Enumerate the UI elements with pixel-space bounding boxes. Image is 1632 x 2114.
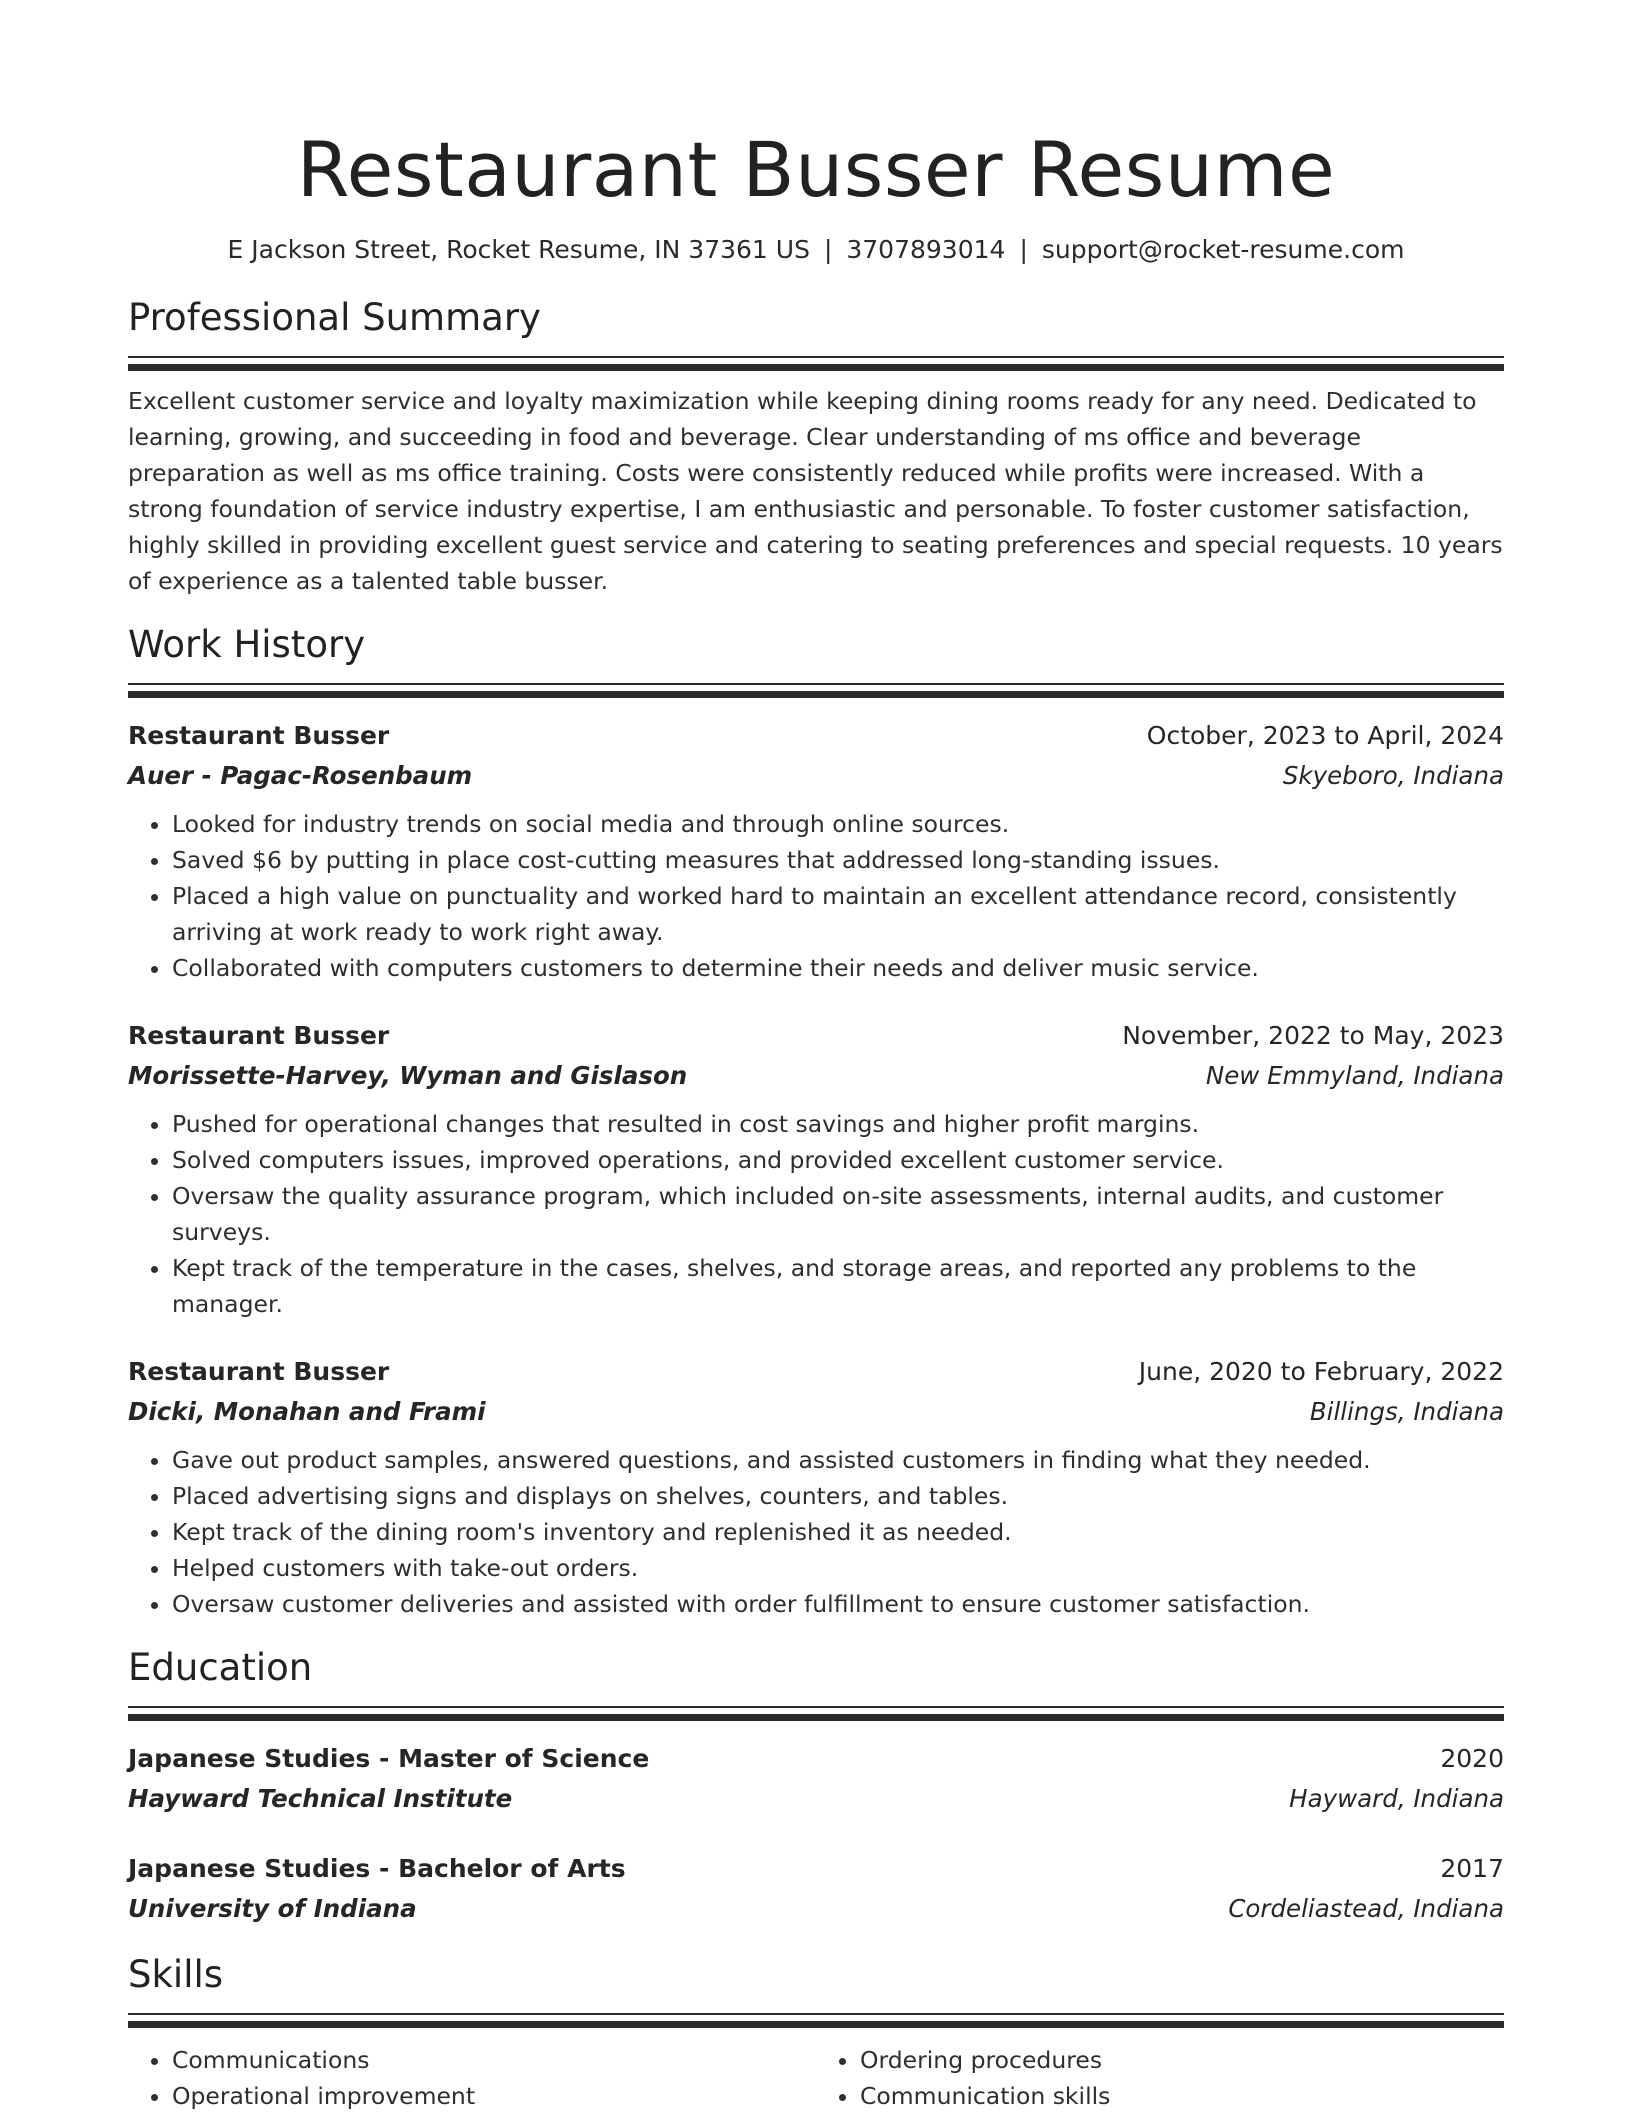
job-dates: November, 2022 to May, 2023 — [1122, 1021, 1504, 1050]
section-heading: Professional Summary — [128, 296, 541, 339]
job-bullets — [128, 1106, 1504, 1322]
job-entry — [128, 716, 1504, 986]
job-bullets — [128, 1442, 1504, 1622]
job-title: Restaurant Busser — [128, 1021, 390, 1050]
school-location: Hayward, Indiana — [1289, 1784, 1504, 1813]
company-name: Dicki, Monahan and Frami — [128, 1397, 486, 1426]
contact-email: support@rocket-resume.com — [1041, 235, 1405, 264]
section-divider — [128, 2013, 1504, 2028]
contact-phone: 3707893014 — [846, 235, 1006, 264]
contact-line — [128, 232, 1504, 268]
section-divider — [128, 683, 1504, 698]
section-divider — [128, 1706, 1504, 1721]
job-bullet: • Kept track of the dining room's inventory and replenished it as needed. — [172, 1514, 1504, 1550]
contact-separator: | — [1019, 235, 1028, 264]
job-bullet: • Looked for industry trends on social media and through online sources. — [172, 806, 1504, 842]
job-title: Restaurant Busser — [128, 721, 390, 750]
education-section — [128, 1642, 1504, 1929]
contact-address: E Jackson Street, Rocket Resume, IN 37361 US — [227, 235, 810, 264]
degree-name: Japanese Studies - Master of Science — [128, 1744, 650, 1773]
job-entry — [128, 1352, 1504, 1622]
company-name: Auer - Pagac-Rosenbaum — [128, 761, 473, 790]
job-bullet: • Gave out product samples, answered questions, and assisted customers in finding what they needed. — [172, 1442, 1504, 1478]
job-bullet: • Helped customers with take-out orders. — [172, 1550, 1504, 1586]
summary-section — [128, 292, 1504, 599]
skill-item: • Ordering procedures — [860, 2042, 1504, 2078]
section-heading: Skills — [128, 1953, 224, 1996]
section-heading: Work History — [128, 623, 366, 666]
job-bullet: • Solved computers issues, improved operations, and provided excellent customer service. — [172, 1142, 1504, 1178]
job-bullet: • Pushed for operational changes that resulted in cost savings and higher profit margins. — [172, 1106, 1504, 1142]
graduation-year: 2020 — [1440, 1744, 1504, 1773]
job-title: Restaurant Busser — [128, 1357, 390, 1386]
degree-name: Japanese Studies - Bachelor of Arts — [128, 1854, 626, 1883]
job-bullet: • Oversaw customer deliveries and assisted with order fulfillment to ensure customer satisfaction. — [172, 1586, 1504, 1622]
job-bullet: • Oversaw the quality assurance program, which included on-site assessments, internal audits, and customer surveys. — [172, 1178, 1504, 1250]
job-dates: June, 2020 to February, 2022 — [1138, 1357, 1504, 1386]
summary-text: Excellent customer service and loyalty maximization while keeping dining rooms ready for any need. Dedicated to learning, growing, and succeeding in food and beverage. Clear understanding of ms office and beverage preparation as well as ms office training. Costs were consistently reduced while profits were increased. With a strong foundation of service industry expertise, I am enthusiastic and personable. To foster customer satisfaction, highly skilled in providing excellent guest service and catering to seating preferences and special requests. 10 years of experience as a talented table busser. — [128, 387, 1503, 595]
resume-title: Restaurant Busser Resume — [296, 125, 1336, 214]
school-name: Hayward Technical Institute — [128, 1784, 513, 1813]
skills-section — [128, 1949, 1504, 2114]
job-location: Skyeboro, Indiana — [1282, 761, 1504, 790]
skills-list — [128, 2042, 1504, 2114]
contact-separator: | — [823, 235, 833, 264]
job-bullets — [128, 806, 1504, 986]
job-bullet: • Placed advertising signs and displays on shelves, counters, and tables. — [172, 1478, 1504, 1514]
job-location: Billings, Indiana — [1309, 1397, 1504, 1426]
school-name: University of Indiana — [128, 1894, 417, 1923]
skill-item: • Communication skills — [860, 2078, 1504, 2114]
skills-column-left — [128, 2042, 816, 2114]
job-bullet: • Kept track of the temperature in the cases, shelves, and storage areas, and reported any problems to the manager. — [172, 1250, 1504, 1322]
company-name: Morissette-Harvey, Wyman and Gislason — [128, 1061, 688, 1090]
skill-item: • Operational improvement — [172, 2078, 816, 2114]
job-dates: October, 2023 to April, 2024 — [1146, 721, 1504, 750]
job-bullet: • Placed a high value on punctuality and worked hard to maintain an excellent attendance record, consistently arriving at work ready to work right away. — [172, 878, 1504, 950]
graduation-year: 2017 — [1440, 1854, 1504, 1883]
school-location: Cordeliastead, Indiana — [1228, 1894, 1504, 1923]
job-location: New Emmyland, Indiana — [1205, 1061, 1504, 1090]
work-history-section — [128, 619, 1504, 1622]
education-entry — [128, 1849, 1504, 1929]
skill-item: • Communications — [172, 2042, 816, 2078]
section-heading: Education — [128, 1646, 313, 1689]
job-bullet: • Collaborated with computers customers to determine their needs and deliver music service. — [172, 950, 1504, 986]
education-entry — [128, 1739, 1504, 1819]
job-bullet: • Saved $6 by putting in place cost-cutting measures that addressed long-standing issues. — [172, 842, 1504, 878]
section-divider — [128, 356, 1504, 371]
job-entry — [128, 1016, 1504, 1322]
skills-column-right — [816, 2042, 1504, 2114]
